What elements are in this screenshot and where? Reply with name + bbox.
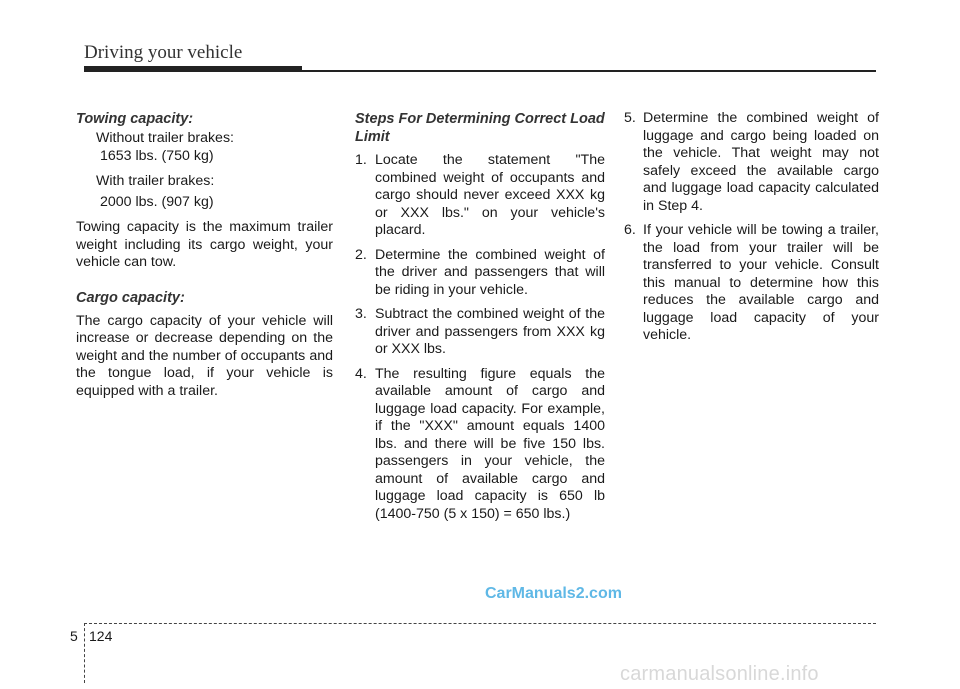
list-item bbox=[355, 247, 605, 300]
load-limit-steps-continued bbox=[624, 110, 879, 345]
header-rule-thick bbox=[84, 66, 302, 72]
section-number: 5 bbox=[70, 628, 78, 644]
step-text: Determine the combined weight of the driver and passengers that will be riding in your vehicle. bbox=[375, 246, 605, 298]
towing-capacity-description: Towing capacity is the maximum trailer weight including its cargo weight, your vehicle can tow. bbox=[76, 219, 333, 270]
column-middle bbox=[355, 110, 605, 530]
column-left bbox=[76, 110, 333, 400]
carmanuals-watermark: CarManuals2.com bbox=[485, 585, 622, 602]
list-item bbox=[355, 366, 605, 524]
footer-divider bbox=[84, 623, 85, 683]
step-number: 2. bbox=[355, 246, 367, 263]
list-item bbox=[355, 152, 605, 240]
list-item bbox=[355, 306, 605, 359]
footer-rule bbox=[84, 623, 876, 624]
list-item bbox=[624, 222, 879, 345]
spacer bbox=[76, 165, 333, 173]
step-number: 4. bbox=[355, 365, 367, 382]
column-right bbox=[624, 110, 879, 352]
step-number: 3. bbox=[355, 306, 367, 322]
spacer bbox=[76, 211, 333, 219]
cargo-capacity-heading: Cargo capacity: bbox=[76, 289, 185, 306]
header-rule-thin bbox=[302, 70, 876, 72]
step-number: 1. bbox=[355, 152, 367, 168]
step-text: Determine the combined weight of luggage and cargo being loaded on the vehicle. That weight may not safely exceed the available cargo and luggage load capacity calculated in Step 4. bbox=[643, 110, 879, 214]
step-text: The resulting figure equals the available amount of cargo and luggage load capacity. For example, if the "XXX" amount equals 1400 lbs. and there will be five 150 lbs. passengers in your vehicle, the amount of available cargo and luggage load capacity is 650 lb (1400-750 (5 x 150) = 650 lbs.) bbox=[375, 365, 605, 522]
towing-capacity-heading: Towing capacity: bbox=[76, 111, 194, 127]
load-limit-heading: Steps For Determining Correct Load Limit bbox=[355, 111, 605, 145]
step-text: Locate the statement "The combined weight of occupants and cargo should never exceed XXX kg or XXX lbs." on your vehicle's placard. bbox=[375, 152, 605, 238]
with-brakes-label: With trailer brakes: bbox=[96, 173, 215, 189]
step-number: 6. bbox=[624, 222, 636, 238]
list-item bbox=[624, 110, 879, 215]
page-header-title: Driving your vehicle bbox=[84, 42, 243, 63]
cargo-capacity-description: The cargo capacity of your vehicle will increase or decrease depending on the weight and the number of occupants and the tongue load, if your vehicle is equipped with a trailer. bbox=[76, 312, 333, 399]
step-number: 5. bbox=[624, 110, 636, 126]
spacer bbox=[76, 272, 333, 289]
with-brakes-value: 2000 lbs. (907 kg) bbox=[100, 193, 214, 210]
without-brakes-value: 1653 lbs. (750 kg) bbox=[100, 147, 214, 164]
page-number: 124 bbox=[89, 628, 113, 644]
site-watermark: carmanualsonline.info bbox=[620, 663, 819, 685]
step-text: If your vehicle will be towing a trailer, the load from your trailer will be transferred to your vehicle. Consult this manual to determine how this reduces the available cargo and luggage load capacity of your vehicle. bbox=[643, 222, 879, 343]
load-limit-steps bbox=[355, 152, 605, 523]
step-text: Subtract the combined weight of the driver and passengers from XXX kg or XXX lbs. bbox=[375, 306, 605, 357]
without-brakes-label: Without trailer brakes: bbox=[96, 130, 234, 146]
